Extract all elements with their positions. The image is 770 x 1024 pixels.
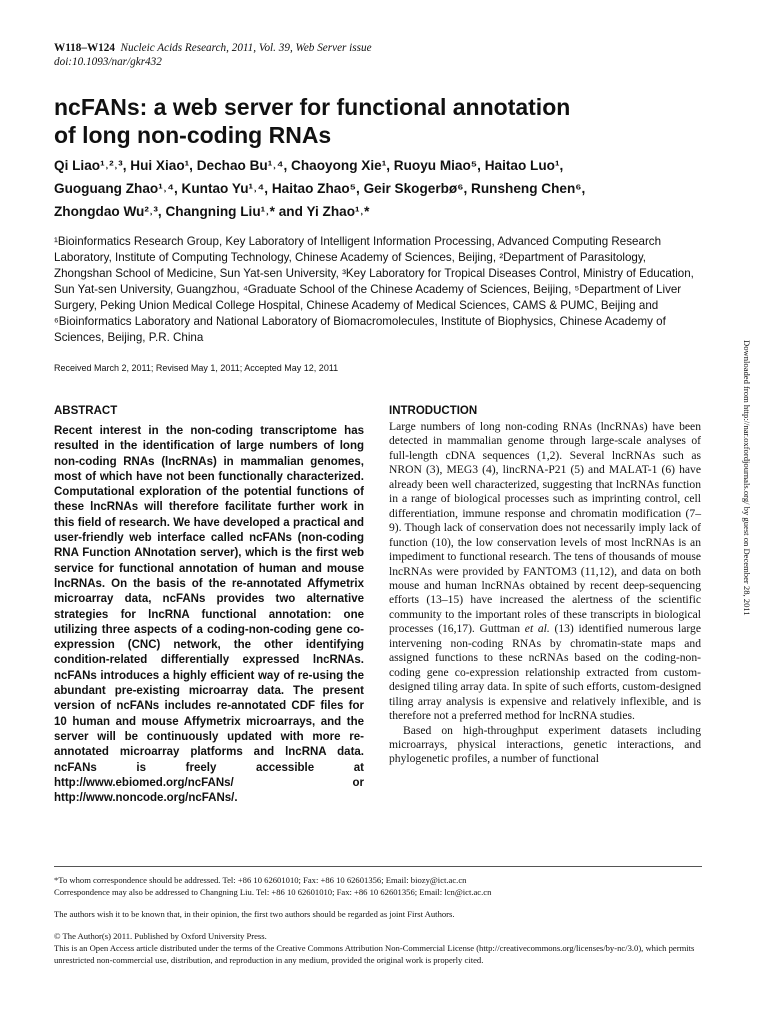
footnotes [54, 874, 704, 966]
page-range: W118–W124 [54, 42, 115, 54]
intro-paragraph-2: Based on high-throughput experiment datasets including microarrays, physical interactions, genetic interactions, and phylogenetic profiles, a number of functional [389, 723, 701, 766]
copyright-note: © The Author(s) 2011. Published by Oxford University Press. [54, 931, 267, 941]
license-note: This is an Open Access article distributed under the terms of the Creative Commons Attribution Non-Commercial License (http://creativecommons.org/licenses/by-nc/3.0), which permits unrestricted non-commercial use, distribution, and reproduction in any medium, provided the original work is properly cited. [54, 943, 695, 965]
correspondence-note-2: Correspondence may also be addressed to Changning Liu. Tel: +86 10 62601010; Fax: +86 10 62601356; Email: lcn@ict.ac.cn [54, 887, 492, 897]
abstract-text: Recent interest in the non-coding transcriptome has resulted in the identification of large numbers of long non-coding RNAs (lncRNAs) in mammalian genomes, most of which have not been functionally characterized. Computational exploration of the potential functions of these lncRNAs will therefore facilitate further work in this field of research. We have developed a practical and user-friendly web interface called ncFANs (non-coding RNA Function ANnotation server), which is the first web service for functional annotation of human and mouse lncRNAs. On the basis of the re-annotated Affymetrix microarray data, ncFANs provides two alternative strategies for lncRNA functional annotation: one utilizing three aspects of a coding-non-coding gene co-expression (CNC) network, the other identifying condition-related differentially expressed lncRNAs. ncFANs introduces a highly efficient way of re-using the abundant pre-existing microarray data. The present version of ncFANs includes re-annotated CDF files for 10 human and mouse Affymetrix microarrays, and the server will be continuously updated with more re-annotated microarray platforms and lncRNA data. ncFANs is freely accessible at http://www.ebiomed.org/ncFANs/ or http://www.noncode.org/ncFANs/. [54, 425, 364, 805]
correspondence-note-1: *To whom correspondence should be addressed. Tel: +86 10 62601010; Fax: +86 10 62601356; Email: biozy@ict.ac.cn [54, 875, 467, 885]
journal-citation: Nucleic Acids Research, 2011, Vol. 39, Web Server issue [120, 42, 372, 54]
running-head [54, 41, 614, 69]
download-watermark: Downloaded from http://nar.oxfordjournals.org/ by guest on December 28, 2011 [742, 340, 752, 616]
author-list [54, 154, 704, 223]
authors-line-1: Qi Liao¹˒²˒³, Hui Xiao¹, Dechao Bu¹˒⁴, Chaoyong Xie¹, Ruoyu Miao⁵, Haitao Luo¹, [54, 158, 564, 173]
title-line-2: of long non-coding RNAs [54, 122, 332, 148]
introduction-heading: INTRODUCTION [389, 405, 478, 417]
footnote-divider [54, 866, 702, 867]
authors-line-3: Zhongdao Wu²˒³, Changning Liu¹˒* and Yi Zhao¹˒* [54, 204, 370, 219]
introduction-text [389, 420, 701, 767]
authors-line-2: Guoguang Zhao¹˒⁴, Kuntao Yu¹˒⁴, Haitao Zhao⁵, Geir Skogerbø⁶, Runsheng Chen⁶, [54, 181, 586, 196]
joint-authors-note: The authors wish it to be known that, in their opinion, the first two authors should be regarded as joint First Authors. [54, 909, 455, 919]
title-line-1: ncFANs: a web server for functional annotation [54, 94, 571, 120]
submission-dates: Received March 2, 2011; Revised May 1, 2011; Accepted May 12, 2011 [54, 363, 339, 373]
intro-paragraph-1: Large numbers of long non-coding RNAs (lncRNAs) have been detected in mammalian genome through large-scale analyses of full-length cDNA sequences (1,2). Several lncRNAs such as NRON (3), MEG3 (4), lincRNA-P21 (5) and MALAT-1 (6) have already been well characterized, suggesting that lncRNAs function in a range of biological processes such as imprinting control, cell differentiation, immune response and chromatin modification (7–9). Though lack of conservation does not necessarily imply lack of function (10), the low conservation levels of most lncRNAs is an impediment to functional research. The tens of thousands of mouse lncRNAs were provided by FANTOM3 (11,12), and data on both mouse and human lncRNAs obtained by recent deep-sequencing efforts (13–15) have increased the alertness of the scientific community to the important roles of these transcripts in biological processes (16,17). Guttman et al. (13) identified numerous large intervening non-coding RNAs by chromatin-state maps and assigned functions to these ncRNAs based on the coding-non-coding gene co-expression relationship extracted from custom-designed tiling array data. In spite of such efforts, custom-designed tiling array analysis is expensive and relatively inflexible, and is therefore not a preferred method for lncRNA studies. [389, 420, 701, 723]
affiliations: ¹Bioinformatics Research Group, Key Laboratory of Intelligent Information Processing, Advanced Computing Research Laboratory, Institute of Computing Technology, Chinese Academy of Sciences, Beijing, ²Department of Parasitology, Zhongshan School of Medicine, Sun Yat-sen University, ³Key Laboratory for Tropical Diseases Control, Ministry of Education, Sun Yat-sen University, Guangzhou, ⁴Graduate School of the Chinese Academy of Sciences, Beijing, ⁵Department of Liver Surgery, Peking Union Medical College Hospital, Chinese Academy of Medical Sciences, CAMS & PUMC, Beijing and ⁶Bioinformatics Laboratory and National Laboratory of Biomacromolecules, Institute of Biophysics, Chinese Academy of Sciences, Beijing, P.R. China [54, 235, 694, 344]
abstract-heading: ABSTRACT [54, 405, 118, 417]
article-title [54, 93, 694, 149]
doi: doi:10.1093/nar/gkr432 [54, 56, 162, 68]
